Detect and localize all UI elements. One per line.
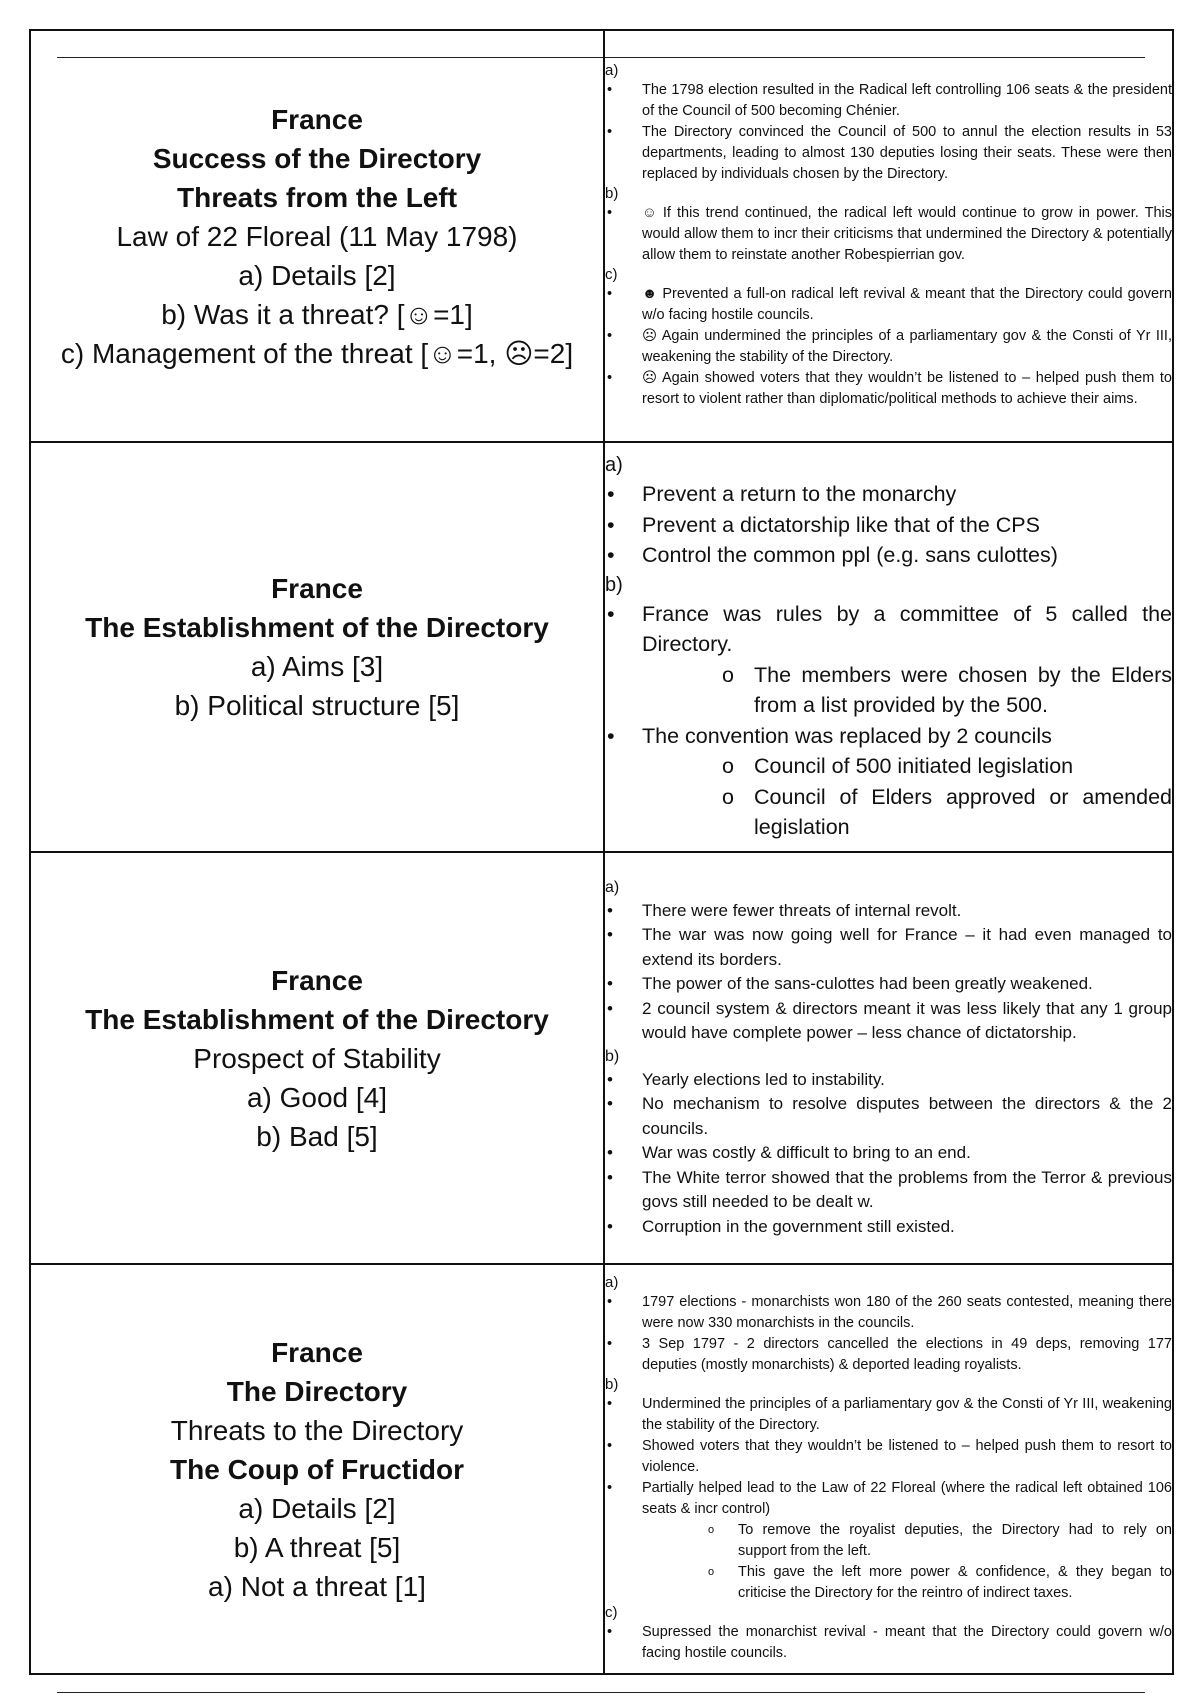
answer-point: • ☺ If this trend continued, the radical left would continue to grow in power. This would allow them to incr their criticisms that undermined the Directory & potentially allow them to reinstate another Robespierrian gov. <box>605 203 1172 266</box>
answer-point: • The 1798 election resulted in the Radical left controlling 106 seats & the president of the Council of 500 becoming Chénier. <box>605 80 1172 122</box>
answer-point: • The power of the sans-culottes had been greatly weakened. <box>605 972 1172 997</box>
card-subheading: Law of 22 Floreal (11 May 1798) <box>116 220 518 252</box>
answer-point: • Undermined the principles of a parliamentary gov & the Consti of Yr III, weakening the stability of the Directory. <box>605 1394 1172 1436</box>
section-label: b) <box>605 1376 619 1393</box>
card-subheading: Threats to the Directory <box>170 1414 464 1446</box>
page-bottom-rule <box>57 1692 1145 1693</box>
card-question: a) Good [4] <box>246 1081 388 1113</box>
card-heading: The Directory <box>226 1375 408 1407</box>
answer-point <box>605 599 1172 721</box>
card-question: a) Not a threat [1] <box>208 1570 426 1602</box>
flashcard-row <box>30 852 1173 1264</box>
answer-point-text: France was rules by a committee of 5 called the Directory. <box>642 601 1172 657</box>
section-label: a) <box>605 62 619 79</box>
answer-point: • 1797 elections - monarchists won 180 of the 260 seats contested, meaning there were now 330 monarchists in the councils. <box>605 1292 1172 1334</box>
section-label: a) <box>605 878 620 896</box>
card-question: b) Political structure [5] <box>174 690 460 721</box>
answer-point <box>605 1478 1172 1604</box>
answer-point: • ☹ Again showed voters that they wouldn’t be listened to – helped push them to resort to violent rather than diplomatic/political methods to achieve their aims. <box>605 368 1172 410</box>
flashcard-row <box>30 1264 1173 1674</box>
card-question: b) Bad [5] <box>256 1120 378 1152</box>
answer-point: • Corruption in the government still existed. <box>605 1215 1172 1240</box>
answer-point: • ☻ Prevented a full-on radical left revival & meant that the Directory could govern w/o facing hostile councils. <box>605 284 1172 326</box>
card-heading: The Establishment of the Directory <box>85 612 549 643</box>
card-title: France <box>271 103 363 135</box>
card-title: France <box>271 1336 363 1368</box>
card-back <box>604 1264 1173 1674</box>
answer-point: • Supressed the monarchist revival - meant that the Directory could govern w/o facing hostile councils. <box>605 1622 1172 1664</box>
card-subheading: Prospect of Stability <box>193 1042 441 1074</box>
section-label: b) <box>605 185 619 202</box>
card-question: c) Management of the threat [☺=1, ☹=2] <box>60 337 574 369</box>
answer-point: • 2 council system & directors meant it was less likely that any 1 group would have complete power – less chance of dictatorship. <box>605 997 1172 1046</box>
flashcard-row <box>30 30 1173 442</box>
answer-subpoint: o The members were chosen by the Elders from a list provided by the 500. <box>642 660 1172 721</box>
section-label: a) <box>605 454 623 477</box>
answer-point: • There were fewer threats of internal revolt. <box>605 899 1172 924</box>
card-title: France <box>271 573 363 604</box>
section-label: c) <box>605 266 618 283</box>
answer-point: • Showed voters that they wouldn’t be listened to – helped push them to resort to violence. <box>605 1436 1172 1478</box>
card-question: a) Details [2] <box>238 259 396 291</box>
section-label: b) <box>605 1047 620 1065</box>
section-label: b) <box>605 573 623 596</box>
card-heading: Threats from the Left <box>176 181 458 213</box>
answer-point: • No mechanism to resolve disputes between the directors & the 2 councils. <box>605 1092 1172 1141</box>
answer-point: • War was costly & difficult to bring to an end. <box>605 1141 1172 1166</box>
card-front <box>30 442 604 852</box>
answer-point-text: The convention was replaced by 2 councils <box>642 723 1052 748</box>
answer-subpoint: o Council of 500 initiated legislation <box>642 751 1172 782</box>
answer-point: • 3 Sep 1797 - 2 directors cancelled the elections in 49 deps, removing 177 deputies (mostly monarchists) & deported leading royalists. <box>605 1334 1172 1376</box>
answer-point <box>605 721 1172 843</box>
section-label: c) <box>605 1604 618 1621</box>
answer-subpoint: o To remove the royalist deputies, the Directory had to rely on support from the left. <box>642 1520 1172 1562</box>
card-heading: The Coup of Fructidor <box>170 1453 464 1485</box>
card-question: b) A threat [5] <box>233 1531 401 1563</box>
answer-subpoint: o Council of Elders approved or amended legislation <box>642 782 1172 843</box>
card-back <box>604 442 1173 852</box>
answer-point-text: Partially helped lead to the Law of 22 Floreal (where the radical left obtained 106 seats & incr control) <box>642 1480 1172 1517</box>
card-back <box>604 852 1173 1264</box>
flashcard-row <box>30 442 1173 852</box>
card-heading: The Establishment of the Directory <box>85 1003 549 1035</box>
answer-point: • Control the common ppl (e.g. sans culottes) <box>605 540 1172 571</box>
card-question: b) Was it a threat? [☺=1] <box>161 298 473 330</box>
flashcard-table <box>29 29 1174 1675</box>
card-question: a) Aims [3] <box>250 651 384 682</box>
card-back <box>604 30 1173 442</box>
answer-point: • Prevent a return to the monarchy <box>605 479 1172 510</box>
answer-point: • Prevent a dictatorship like that of the CPS <box>605 510 1172 541</box>
card-heading: Success of the Directory <box>152 142 482 174</box>
answer-point: • ☹ Again undermined the principles of a parliamentary gov & the Consti of Yr III, weakening the stability of the Directory. <box>605 326 1172 368</box>
answer-point: • The Directory convinced the Council of 500 to annul the election results in 53 departments, leading to almost 130 deputies losing their seats. These were then replaced by individuals chosen by the Directory. <box>605 122 1172 185</box>
answer-point: • Yearly elections led to instability. <box>605 1068 1172 1093</box>
card-front <box>30 852 604 1264</box>
answer-subpoint: o This gave the left more power & confidence, & they began to criticise the Directory for the reintro of indirect taxes. <box>642 1562 1172 1604</box>
answer-point: • The war was now going well for France – it had even managed to extend its borders. <box>605 923 1172 972</box>
section-label: a) <box>605 1274 619 1291</box>
card-title: France <box>271 964 363 996</box>
card-front <box>30 30 604 442</box>
card-question: a) Details [2] <box>238 1492 396 1524</box>
card-front <box>30 1264 604 1674</box>
answer-point: • The White terror showed that the problems from the Terror & previous govs still needed to be dealt w. <box>605 1166 1172 1215</box>
